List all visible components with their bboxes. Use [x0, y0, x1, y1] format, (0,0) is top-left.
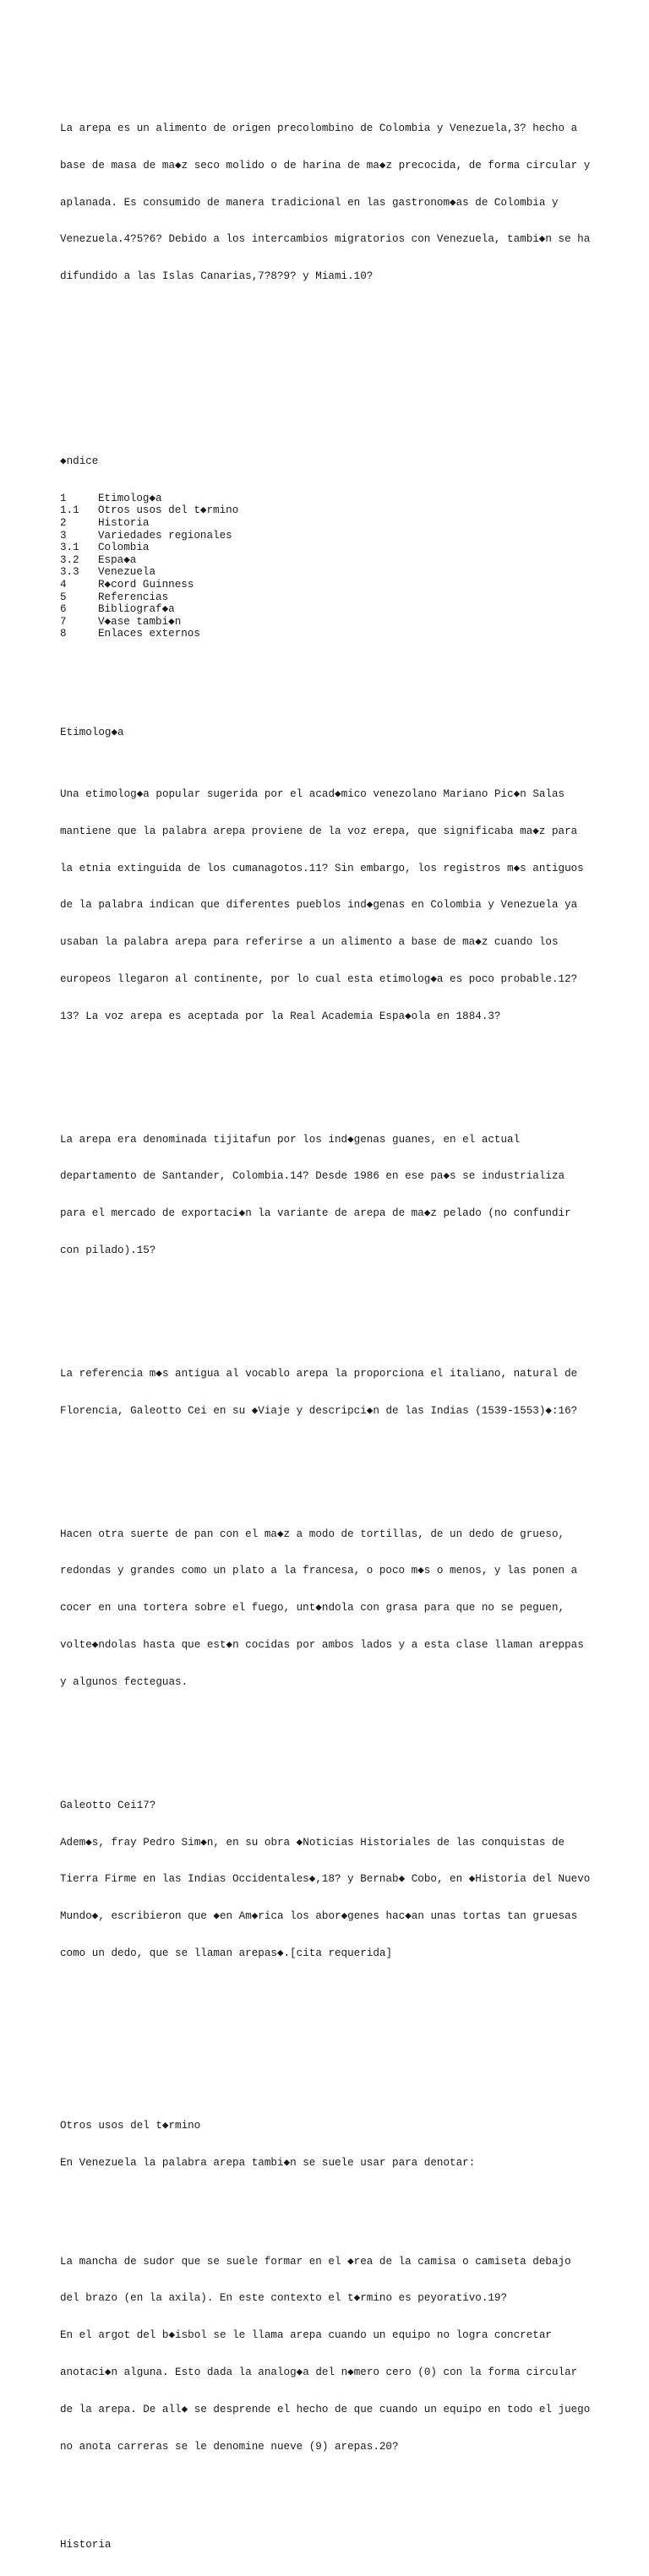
text-line: y algunos fecteguas.: [60, 1675, 188, 1688]
text-line: En el argot del b◆isbol se le llama arepa cuando un equipo no logra concretar: [60, 2329, 552, 2342]
text-line: La referencia m◆s antigua al vocablo arepa la proporciona el italiano, natural de: [60, 1367, 578, 1380]
toc-item-number: 6: [60, 603, 67, 616]
toc-item[interactable]: [60, 493, 601, 505]
text-line: Tierra Firme en las Indias Occidentales◆,18? y Bernab◆ Cobo, en ◆Historia del Nuevo: [60, 1873, 591, 1886]
section-etimologia: [60, 702, 601, 2009]
text-line: Galeotto Cei17?: [60, 1799, 156, 1811]
toc-item[interactable]: [60, 603, 601, 616]
section-heading: Etimolog◆a: [60, 727, 124, 739]
section-heading: Otros usos del t◆rmino: [60, 2120, 201, 2132]
toc-item-label: Espa◆a: [98, 553, 137, 566]
toc-item[interactable]: [60, 530, 601, 542]
text-line: la etnia extinguida de los cumanagotos.11? Sin embargo, los registros m◆s antiguos: [60, 862, 584, 874]
paragraph: [60, 1775, 601, 1985]
toc-item[interactable]: [60, 517, 601, 530]
toc-item-label: V◆ase tambi◆n: [98, 615, 182, 628]
toc-item-number: 5: [60, 591, 67, 603]
toc-item-label: Colombia: [98, 542, 150, 554]
toc-item-number: 8: [60, 628, 67, 640]
toc-item[interactable]: [60, 566, 601, 579]
toc-item[interactable]: [60, 616, 601, 629]
text-line: Adem◆s, fray Pedro Sim◆n, en su obra ◆Noticias Historiales de las conquistas de: [60, 1836, 565, 1849]
text-line: En Venezuela la palabra arepa tambi◆n se suele usar para denotar:: [60, 2156, 476, 2169]
text-line: Una etimolog◆a popular sugerida por el acad◆mico venezolano Mariano Pic◆n Salas: [60, 788, 565, 801]
toc-item-number: 4: [60, 578, 67, 591]
text-line: Hacen otra suerte de pan con el ma◆z a modo de tortillas, de un dedo de grueso,: [60, 1528, 565, 1540]
section-otros-usos: [60, 2095, 601, 2502]
toc-item-label: Etimolog◆a: [98, 492, 162, 504]
text-line: aplanada. Es consumido de manera tradicional en las gastronom◆as de Colombia y: [60, 196, 559, 209]
text-line: base de masa de ma◆z seco molido o de harina de ma◆z precocida, de forma circular y: [60, 159, 591, 172]
text-line: de la arepa. De all◆ se desprende el hecho de que cuando un equipo en todo el juego: [60, 2403, 591, 2415]
text-line: cocer en una tortera sobre el fuego, unt◆ndola con grasa para que no se peguen,: [60, 1602, 565, 1615]
text-line: difundido a las Islas Canarias,7?8?9? y Miami.10?: [60, 270, 374, 283]
toc-item[interactable]: [60, 579, 601, 591]
toc-item[interactable]: [60, 504, 601, 517]
quote-paragraph: [60, 1503, 601, 1713]
toc-item-label: Otros usos del t◆rmino: [98, 504, 239, 517]
toc-item[interactable]: [60, 542, 601, 554]
text-line: La arepa era denominada tijitafun por los ind◆genas guanes, en el actual: [60, 1133, 521, 1146]
toc-item-number: 3.3: [60, 566, 79, 579]
text-line: para el mercado de exportaci◆n la variante de arepa de ma◆z pelado (no confundir: [60, 1207, 571, 1220]
toc-item-label: Referencias: [98, 591, 169, 603]
toc-item-number: 2: [60, 516, 67, 529]
text-line: La mancha de sudor que se suele formar en el ◆rea de la camisa o camiseta debajo: [60, 2255, 571, 2268]
toc-item-label: Enlaces externos: [98, 628, 200, 640]
document-page: [60, 61, 601, 2576]
toc-item-number: 3: [60, 529, 67, 542]
text-line: Venezuela.4?5?6? Debido a los intercambios migratorios con Venezuela, tambi◆n se ha: [60, 233, 591, 246]
text-line: europeos llegaron al continente, por lo cual esta etimolog◆a es poco probable.12?: [60, 972, 578, 985]
toc-item-label: R◆cord Guinness: [98, 578, 194, 591]
toc-item-number: 1.1: [60, 504, 79, 517]
toc-item-label: Variedades regionales: [98, 529, 232, 542]
text-line: departamento de Santander, Colombia.14? Desde 1986 en ese pa◆s se industrializa: [60, 1170, 565, 1183]
text-line: mantiene que la palabra arepa proviene de la voz erepa, que significaba ma◆z para: [60, 825, 578, 837]
toc-item-number: 3.1: [60, 542, 79, 554]
text-line: del brazo (en la axila). En este contexto el t◆rmino es peyorativo.19?: [60, 2292, 508, 2305]
text-line: volte◆ndolas hasta que est◆n cocidas por ambos lados y a esta clase llaman areppas: [60, 1639, 584, 1651]
paragraph: [60, 764, 601, 1048]
toc-item-number: 3.2: [60, 553, 79, 566]
paragraph: [60, 1108, 601, 1281]
text-line: usaban la palabra arepa para referirse a un alimento a base de ma◆z cuando los: [60, 936, 559, 949]
text-line: con pilado).15?: [60, 1244, 156, 1256]
text-line: Florencia, Galeotto Cei en su ◆Viaje y descripci◆n de las Indias (1539-1553)◆:16?: [60, 1404, 578, 1417]
table-of-contents: [60, 431, 601, 665]
text-line: redondas y grandes como un plato a la francesa, o poco m◆s o menos, y las ponen a: [60, 1565, 578, 1577]
toc-item[interactable]: [60, 591, 601, 604]
text-line: anotaci◆n alguna. Esto dada la analog◆a del n◆mero cero (0) con la forma circular: [60, 2366, 578, 2379]
toc-title: ◆ndice: [60, 455, 99, 467]
toc-item-number: 1: [60, 492, 67, 504]
paragraph: [60, 2231, 601, 2478]
toc-item[interactable]: [60, 628, 601, 640]
toc-item[interactable]: [60, 554, 601, 567]
section-heading-historia: Historia: [60, 2539, 112, 2551]
text-line: de la palabra indican que diferentes pueblos ind◆genas en Colombia y Venezuela ya: [60, 899, 578, 912]
toc-item-label: Venezuela: [98, 566, 156, 579]
text-line: 13? La voz arepa es aceptada por la Real Academia Espa◆ola en 1884.3?: [60, 1010, 501, 1022]
intro-paragraph: [60, 98, 601, 308]
toc-item-number: 7: [60, 615, 67, 628]
text-line: Mundo◆, escribieron que ◆en Am◆rica los abor◆genes hac◆an unas tortas tan gruesas: [60, 1910, 578, 1923]
text-line: no anota carreras se le denomine nueve (9) arepas.20?: [60, 2440, 399, 2453]
toc-item-label: Bibliograf◆a: [98, 603, 175, 616]
toc-item-label: Historia: [98, 516, 150, 529]
paragraph: [60, 1343, 601, 1442]
text-line: como un dedo, que se llaman arepas◆.[cita requerida]: [60, 1947, 393, 1959]
text-line: La arepa es un alimento de origen precolombino de Colombia y Venezuela,3? hecho a: [60, 122, 578, 134]
